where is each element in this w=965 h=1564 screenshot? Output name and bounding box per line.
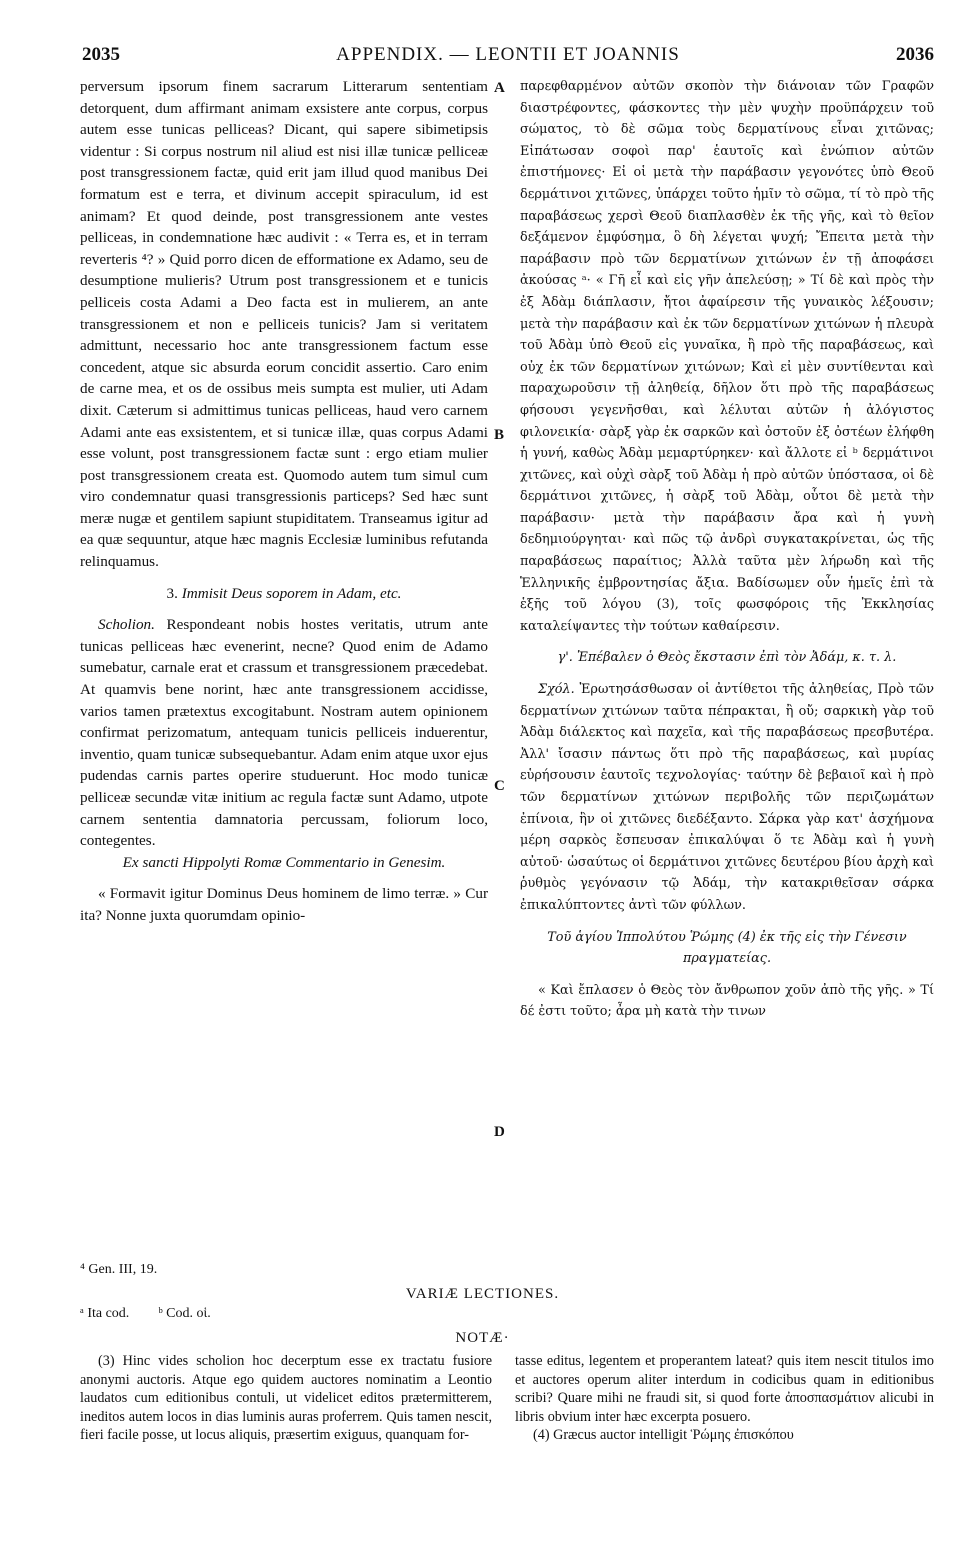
- scripture-footnote: ⁴ Gen. III, 19.: [80, 1262, 158, 1277]
- latin-paragraph-1: perversum ipsorum finem sacrarum Litterarum sententiam detorquent, dum affirmant animam exsistere ante corpus, corpus autem esse tunicas pelliceas? Dicant, qui sapere sibimetipsis videntur : Si corpus nostrum nil aliud est nisi illæ tunicæ pelliceæ post transgressionem factæ, quid erit jam illud quod manibus Dei formatum est e terra, et divinum accepit spiraculum, id est animam? Et quod deinde, post transgressionem ante vestes pelliceas, in condemnatione hæc audivit : « Terra es, et in terram reverteris ⁴? » Quid porro dicen de efformatione ex Adamo, seu de desumptione mulieris? Utrum post transgressionem et e tunicis pelliceis costa Adami a Deo facta est in mulierem, an ante transgressionem et non e pelliceis tunicis? Jam si veritatem admittunt, necessario hoc ante transgressionem factum esse concedent, atque sic absurda eorum concidit assertio. Caro enim de carne mea, et os de ossibus meis sumpta est mulier, uti Adam dixit. Cæterum si admittimus tunicas pelliceas, haud vero carnem Adami ante eas exsistentem, et si tunicæ illæ, quas corpus Adami esse volunt, post transgressionem factæ sunt : ergo etiam mulier post transgressionem creata est. Quomodo autem tum simul cum viro condemnatur quasi transgressionis particeps? Sed hæc sunt meræ nugæ et gentilem sapiunt stupiditatem. Transeamus igitur ad ea quæ sequuntur, atque hæc magnis Ecclesiæ luminibus refutanda relinquamus.: [80, 78, 488, 571]
- greek-section-heading: γ'. Ἐπέβαλεν ὁ Θεὸς ἔκστασιν ἐπὶ τὸν Ἀδάμ, κ. τ. λ.: [557, 650, 897, 666]
- greek-paragraph-3: « Καὶ ἔπλασεν ὁ Θεὸς τὸν ἄνθρωπον χοῦν ἀπὸ τῆς γῆς. » Τί δέ ἐστι τοῦτο; ἆρα μὴ κατὰ τὴν τινων: [520, 982, 934, 1020]
- notae-title: NOTÆ·: [455, 1330, 510, 1346]
- latin-heading-text: Immisit Deus soporem in Adam, etc.: [181, 584, 402, 602]
- page-number-left: 2035: [82, 44, 120, 65]
- latin-scholion-label: Scholion.: [98, 616, 155, 634]
- latin-hippolytus-title: Ex sancti Hippolyti Romæ Commentario in Genesim.: [122, 853, 446, 871]
- variant-b: ᵇ Cod. οἱ.: [158, 1306, 211, 1321]
- greek-column: [520, 76, 934, 1023]
- running-header: [82, 44, 934, 74]
- variant-a: ᵃ Ita cod.: [80, 1306, 130, 1321]
- note-3-continued: tasse editus, legentem et properantem lateat? quis item nescit titulos imo et auctores operum aliter interdum in codicibus quam in editionibus scribi? Quare mihi ne fraudi sit, si quod forte ἀποσπασμάτιον alicubi in libris obvium inter hæc excerpta posuero.: [515, 1353, 934, 1425]
- greek-hippolytus-title: Τοῦ ἁγίου Ἱππολύτου Ῥώμης (4) ἐκ τῆς εἰς τὴν Γένεσιν πραγματείας.: [547, 929, 907, 967]
- page-number-right: 2036: [896, 44, 934, 65]
- variae-lectiones: [80, 1306, 934, 1322]
- column-marker-c: C: [494, 778, 505, 794]
- notae-right-column: [515, 1352, 934, 1445]
- latin-column: [80, 76, 488, 927]
- running-title: APPENDIX. — LEONTII ET JOANNIS: [336, 44, 680, 65]
- latin-scholion-text: Respondeant nobis hostes veritatis, utrum ante tunicas pelliceas hæc evenerint, necne? Quod enim de Adamo sumebatur, carnale erat et crassum et transgressionem præcedebat. At quamvis bene norint, hæc ante transgressionem accidisse, varios tamen prætextus excogitabunt. Nostram autem opinionem confirmat perizomatum, antequam tunicis pelliceis induerentur, inventio, quam tunicæ subsequebantur. Adam enim atque uxor ejus pudendas carnis partes operire studuerunt. Hoc modo tunicæ pelliceæ secundæ vitæ initium ac regula factæ sunt Adamo, utpote carnem sententia damnatoria percussam, foliorum loco, contegentes.: [80, 616, 489, 850]
- note-4: (4) Græcus auctor intelligit Ῥώμης ἐπισκόπου: [533, 1427, 794, 1444]
- greek-scholion-text: Ἐρωτησάσθωσαν οἱ ἀντίθετοι τῆς ἀληθείας, Πρὸ τῶν δερματίνων χιτώνων ταῦτα πέπρακται, ἢ οὔ; σαρκικὴ γὰρ τοῦ Ἀδὰμ διάλεκτος καὶ παχεῖα, καὶ τῆς παραβάσεως πρεσβυτέρα. Ἀλλ' ἴσασιν πάντως ὅτι πρὸ τῆς παραβάσεως, καὶ μυρίας εὑρήσουσιν ἑαυτοῖς τεχνολογίας· ταύτην δὲ βεβαιοῖ καὶ ἡ πρὸ τῶν δερματίνων χιτώνων περιβολῆς τῶν περιζωμάτων ἐπίνοια, ἣν οἱ χιτῶνες διεδέξαντο. Σάρκα γὰρ κατ' ἀσχήμονα μέρη σαρκὸς ἔσπευσαν ἐπικαλύψαι ὅ τε Ἀδὰμ καὶ ἡ γυνὴ αὐτοῦ· ὡσαύτως οἱ δερμάτινοι χιτῶνες δευτέρου βίου ἀρχὴ καὶ ῥυθμὸς γεγόνασιν τῷ Ἀδάμ, τὴν κατακριθεῖσαν σάρκα ἐπικαλύπτοντες ἀντὶ τῶν φύλλων.: [520, 682, 934, 913]
- variae-lectiones-title: VARIÆ LECTIONES.: [405, 1286, 560, 1302]
- notae-left-column: [80, 1352, 492, 1445]
- latin-heading-number: 3.: [166, 584, 178, 602]
- column-marker-b: B: [494, 427, 505, 443]
- greek-scholion-label: Σχόλ.: [538, 682, 575, 698]
- greek-scholion: [520, 679, 934, 917]
- greek-paragraph-1: παρεφθαρμένον αὐτῶν σκοπὸν τὴν διάνοιαν τῶν Γραφῶν διαστρέφοντες, φάσκοντες τὴν μὲν ψυχὴν προϋπάρχειν τοῦ σώματος, τὸ δὲ σῶμα τοὺς δερματίνους εἶναι χιτῶνας; Εἰπάτωσαν σοφοὶ παρ' ἑαυτοῖς καὶ ἐνώπιον αὐτῶν ἐπιστήμονες· Εἰ οἱ μετὰ τὴν παράβασιν γεγονότες ὑπὸ Θεοῦ δερμάτινοι χιτῶνες, ὑπάρχει τοῦτο ἡμῖν τὸ σῶμα, τί τὸ πρὸ τῆς παραβάσεως χερσὶ Θεοῦ διαπλασθὲν ἐκ τῆς γῆς, καὶ τὸ θεῖον δεξάμενον ἐμφύσημα, ὃ δὴ λέγεται ψυχή; Ἔπειτα μετὰ τὴν παράβασιν πρὸ τῶν δερματίνων χιτώνων ἐν τῇ ἀποφάσει ἀκούσας ᵃ· « Γῆ εἶ καὶ εἰς γῆν ἀπελεύσῃ; » Τί δὲ καὶ πρὸς τὴν ἐξ Ἀδὰμ διάπλασιν, ἤτοι ἀφαίρεσιν τῆς γυναικὸς λέξουσιν; μετὰ τὴν παράβασιν καὶ ἐκ τῶν δερματίνων χιτώνων ἡ πλευρὰ τοῦ Ἀδὰμ ὑπὸ Θεοῦ εἰς γυναῖκα, ἢ πρὸ τῆς παραβάσεως, καὶ οὐχ ἐκ τῶν δερματίνων χιτώνων; Καὶ εἰ μὲν συντίθενται καὶ παραχωροῦσιν τῇ ἀληθείᾳ, δῆλον ὅτι πρὸ τῆς παραβάσεως φήσουσι γεγενῆσθαι, καὶ λέλυται αὐτῶν ἡ ἀλόγιστος φιλονεικία· σὰρξ γὰρ ἐκ σαρκῶν καὶ ὀστοῦν ἐξ ὀστέων ἐλήφθη ἡ γυνή, καθὼς Ἀδὰμ μεμαρτύρηκεν· καὶ ἄλλοτε εἰ ᵇ δερμάτινοι χιτῶνες, καὶ οὐχὶ σὰρξ τοῦ Ἀδὰμ ἡ πρὸ αὐτῶν ὑπόστασα, οἱ δὲ δερμάτινοι χιτῶνες, ἡ σὰρξ τοῦ Ἀδὰμ, οὗτοι δὲ μετὰ τὴν παράβασιν· μετὰ τὴν παράβασιν ἄρα καὶ ἡ γυνὴ δεδημιούργηται· καὶ πῶς τῷ ἀνδρὶ συγκατακρίνεται, ὡς τῆς παραβάσεως παραίτιος; Ἀλλὰ ταῦτα μὲν λήρωδη καὶ τῆς Ἑλληνικῆς ἐμβροντησίας ἄξια. Βαδίσωμεν οὖν ἡμεῖς ἐπὶ τὰ ἑξῆς τοῦ λόγου (3), τοῖς φωσφόροις τῆς Ἐκκλησίας καταλείψαντες τὴν τούτων καθαίρεσιν.: [520, 79, 934, 634]
- latin-section-heading: [80, 583, 488, 605]
- latin-paragraph-3: « Formavit igitur Dominus Deus hominem de limo terræ. » Cur ita? Nonne juxta quorumdam opinio-: [80, 885, 488, 924]
- column-marker-a: A: [494, 80, 505, 96]
- latin-scholion: [80, 614, 488, 852]
- note-3: (3) Hinc vides scholion hoc decerptum esse ex tractatu fusiore anonymi auctoris. Atque ego quidem auctores nominatim a Leontio laudatos cum editionibus contuli, ut videlicet editos prætermitterem, ineditos autem locos in dias luminis auras proferrem. Quis tamen nescit, fieri facile posse, ut locus aliquis, præsertim exiguus, quanquam for-: [80, 1353, 492, 1444]
- column-marker-d: D: [494, 1124, 505, 1140]
